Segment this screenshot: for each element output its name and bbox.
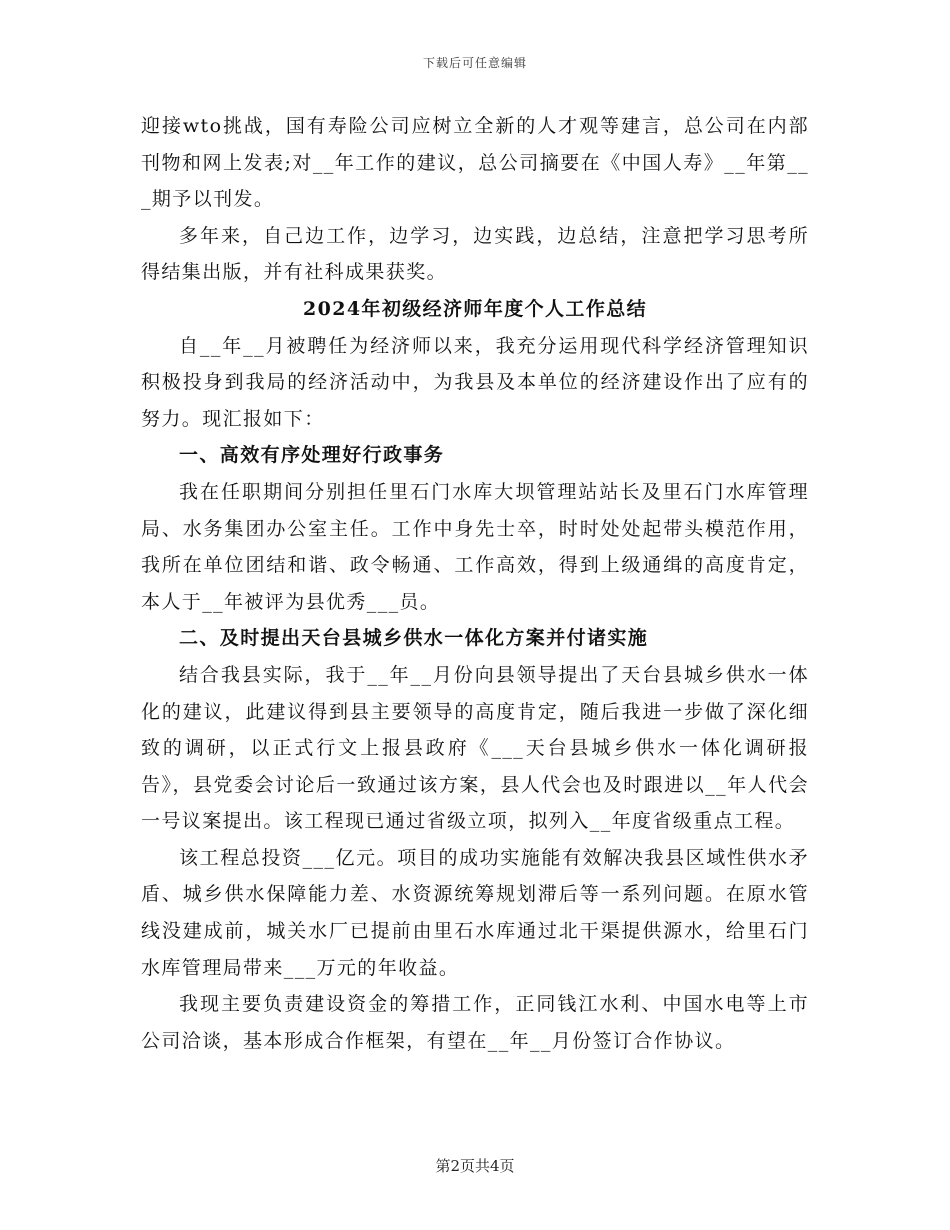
page-header-note: 下载后可任意编辑: [422, 56, 527, 70]
document-title: 2024年初级经济师年度个人工作总结: [302, 297, 648, 320]
paragraph: 我在任职期间分别担任里石门水库大坝管理站站长及里石门水库管理局、水务集团办公室主任。工作中身先士卒，时时处处起带头模范作用，我所在单位团结和谐、政令畅通、工作高效，得到上级通缉的高度肯定，本人于__年被评为县优秀___员。: [141, 480, 809, 613]
paragraph-continued: 迎接wto挑战，国有寿险公司应树立全新的人才观等建言，总公司在内部刊物和网上发表;对__年工作的建议，总公司摘要在《中国人寿》__年第___期予以刊发。: [141, 115, 809, 211]
page-number-footer: 第2页共4页: [435, 1157, 515, 1175]
document-body: [141, 108, 809, 1059]
section-heading-1: 一、高效有序处理好行政事务: [179, 444, 445, 467]
paragraph: 多年来，自己边工作，边学习，边实践，边总结，注意把学习思考所得结集出版，并有社科成果获奖。: [141, 224, 809, 284]
paragraph: 结合我县实际，我于__年__月份向县领导提出了天台县城乡供水一体化的建议，此建议得到县主要领导的高度肯定，随后我进一步做了深化细致的调研，以正式行文上报县政府《___天台县城乡供水一体化调研报告》，县党委会讨论后一致通过该方案，县人代会也及时跟进以__年人代会一号议案提出。该工程现已通过省级立项，拟列入__年度省级重点工程。: [141, 663, 809, 833]
paragraph: 自__年__月被聘任为经济师以来，我充分运用现代科学经济管理知识积极投身到我局的经济活动中，为我县及本单位的经济建设作出了应有的努力。现汇报如下：: [141, 334, 809, 430]
paragraph: 该工程总投资___亿元。项目的成功实施能有效解决我县区域性供水矛盾、城乡供水保障能力差、水资源统筹规划滞后等一系列问题。在原水管线没建成前，城关水厂已提前由里石水库通过北干渠提供源水，给里石门水库管理局带来___万元的年收益。: [141, 846, 809, 979]
paragraph: 我现主要负责建设资金的筹措工作，正同钱江水利、中国水电等上市公司洽谈，基本形成合作框架，有望在__年__月份签订合作协议。: [141, 993, 809, 1052]
section-heading-2: 二、及时提出天台县城乡供水一体化方案并付诸实施: [179, 627, 649, 650]
